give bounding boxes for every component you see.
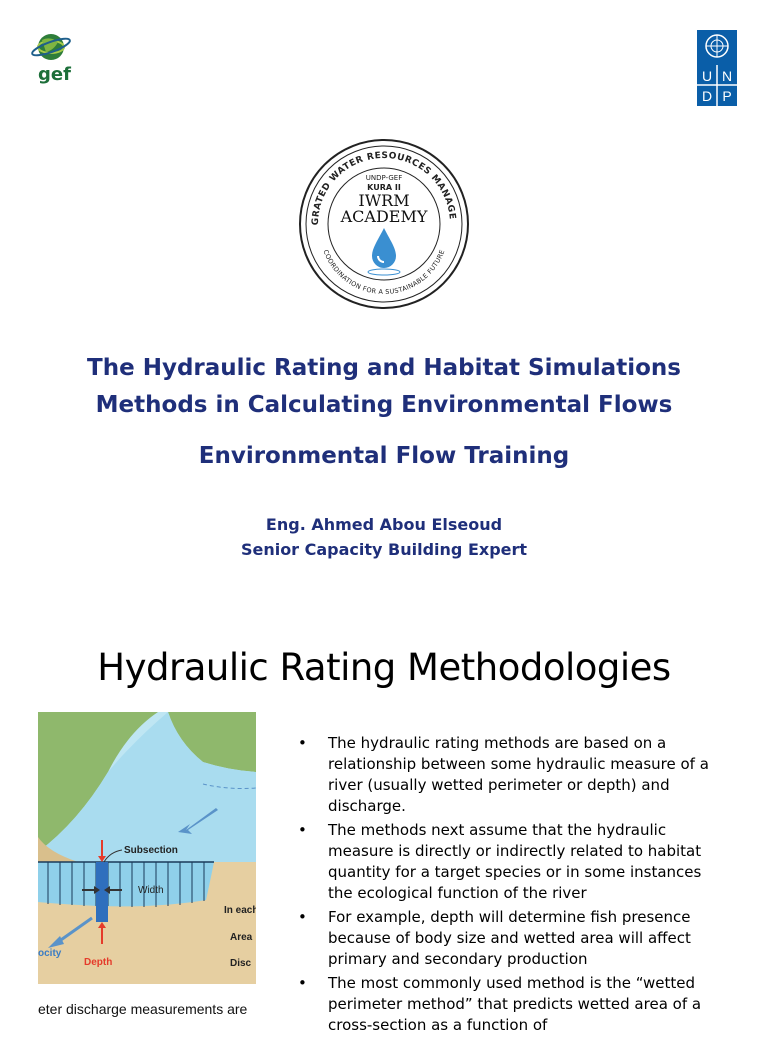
undp-letter-p: P [722, 88, 732, 104]
title-line-2: Methods in Calculating Environmental Flows [95, 392, 673, 418]
gef-text: gef [38, 64, 71, 85]
label-in-each: In each [224, 905, 256, 916]
author-name: Eng. Ahmed Abou Elseoud [265, 515, 503, 534]
bullet-list [298, 733, 718, 1039]
bullet-item: • The most commonly used method is the “wetted perimeter method” that predicts wetted area of a cross-section as a function of [298, 973, 718, 1036]
label-velocity: ocity [38, 948, 62, 959]
label-width: Width [138, 885, 164, 896]
presentation-title [0, 350, 768, 424]
label-subsection: Subsection [124, 845, 178, 856]
bullet-item: • The methods next assume that the hydraulic measure is directly or indirectly related to habitat quantity for a target species or in some instances the ecological function of the river [298, 820, 718, 904]
presentation-subtitle: Environmental Flow Training [198, 443, 570, 469]
river-cross-section-diagram [38, 712, 256, 984]
bullet-item: • For example, depth will determine fish presence because of body size and wetted area will affect primary and secondary production [298, 907, 718, 970]
diagram-caption: eter discharge measurements are [38, 1001, 248, 1017]
slide-heading: Hydraulic Rating Methodologies [97, 646, 671, 689]
seal-line-academy: ACADEMY [340, 207, 428, 226]
label-disc: Disc [230, 958, 252, 969]
seal-ring-bottom: COORDINATION FOR A SUSTAINABLE FUTURE [321, 248, 447, 297]
title-line-1: The Hydraulic Rating and Habitat Simulations [87, 355, 681, 381]
bullet-item: • The hydraulic rating methods are based on a relationship between some hydraulic measure of a river (usually wetted perimeter or depth) and discharge. [298, 733, 718, 817]
gef-logo [24, 30, 78, 90]
undp-logo [697, 30, 737, 106]
undp-letter-n: N [721, 68, 733, 84]
seal-line-undp-gef: UNDP-GEF [365, 174, 403, 182]
label-depth: Depth [84, 957, 113, 968]
seal-line-kura: KURA II [367, 183, 401, 192]
undp-letter-u: U [701, 68, 713, 84]
author-block [0, 512, 768, 562]
seal-ring-top: GRATED WATER RESOURCES MANAGE [310, 150, 457, 226]
iwrm-academy-seal [298, 138, 470, 310]
seal-line-iwrm: IWRM [358, 191, 410, 210]
undp-letter-d: D [701, 88, 713, 104]
label-area: Area [230, 932, 253, 943]
author-role: Senior Capacity Building Expert [240, 540, 528, 559]
